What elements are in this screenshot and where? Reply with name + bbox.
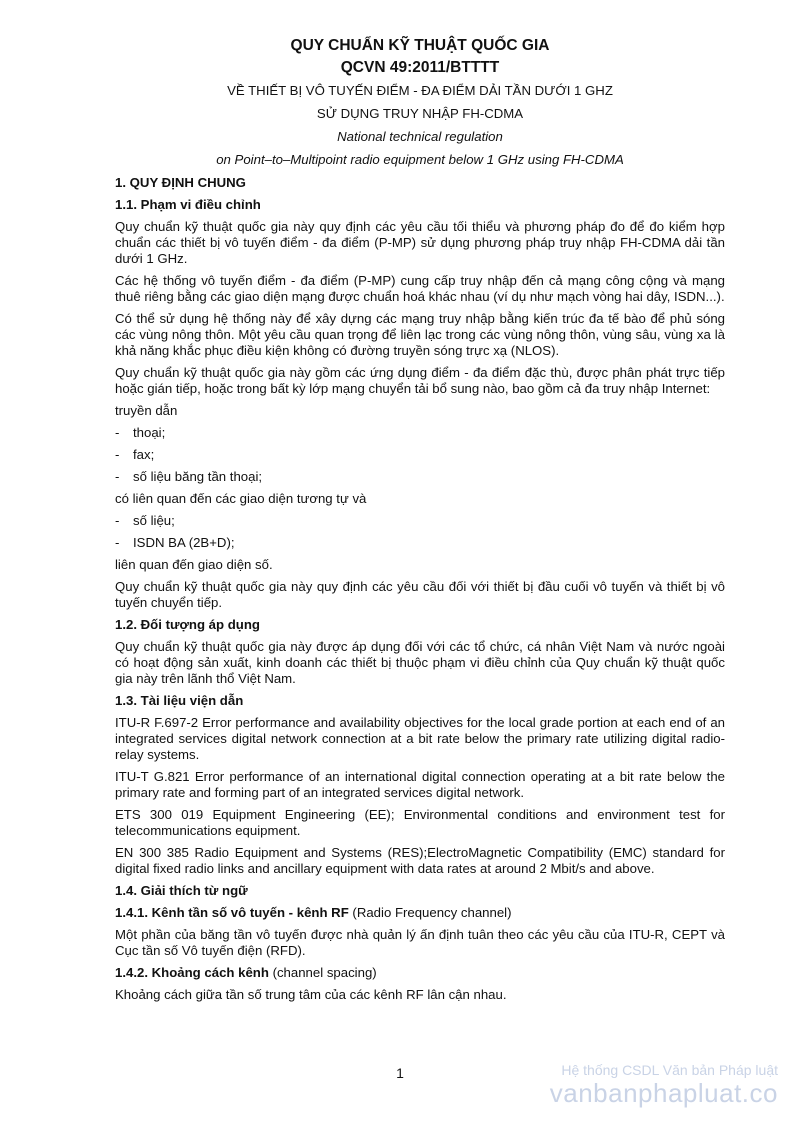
subsection-heading: 1.4.2. Khoảng cách kênh (channel spacing) (115, 965, 377, 980)
english-title-2: on Point–to–Multipoint radio equipment below 1 GHz using FH-CDMA (216, 152, 624, 167)
paragraph: Khoảng cách giữa tần số trung tâm của các kênh RF lân cận nhau. (115, 987, 507, 1002)
paragraph: liên quan đến giao diện số. (115, 557, 273, 572)
subsection-heading: 1.4.1. Kênh tần số vô tuyến - kênh RF (Radio Frequency channel) (115, 905, 512, 920)
list-item: - thoại; (115, 425, 166, 440)
paragraph: Một phần của băng tần vô tuyến được nhà quản lý ấn định tuân theo các yêu cầu của ITU-R, CEPT và Cục tần số Vô tuyến điện (RFD). (115, 927, 725, 958)
page-number: 1 (396, 1065, 404, 1081)
english-title-1: National technical regulation (337, 129, 503, 144)
section-heading: 1.4. Giải thích từ ngữ (115, 883, 248, 898)
document-subtitle-1: VỀ THIẾT BỊ VÔ TUYẾN ĐIỂM - ĐA ĐIỂM DẢI TẦN DƯỚI 1 GHZ (227, 83, 613, 98)
document-subtitle-2: SỬ DỤNG TRUY NHẬP FH-CDMA (316, 106, 524, 121)
paragraph: EN 300 385 Radio Equipment and Systems (RES);ElectroMagnetic Compatibility (EMC) standard for digital fixed radio links and ancillary equipment with data rates at around 2 Mbit/s and above. (115, 845, 725, 876)
paragraph: Các hệ thống vô tuyến điểm - đa điểm (P-MP) cung cấp truy nhập đến cả mạng công cộng và mạng thuê riêng bằng các giao diện mạng được chuẩn hoá khác nhau (ví dụ như mạch vòng hai dây, ISDN...). (115, 273, 725, 304)
paragraph: Quy chuẩn kỹ thuật quốc gia này gồm các ứng dụng điểm - đa điểm đặc thù, được phân phát trực tiếp hoặc gián tiếp, hoặc trong bất kỳ lớp mạng chuyển tải bổ sung nào, bao gồm cả đa truy nhập Internet: (115, 365, 725, 396)
paragraph: ITU-R F.697-2 Error performance and availability objectives for the local grade portion at each end of an integrated services digital network connection at a bit rate below the primary rate utilizing digital radio-relay systems. (115, 715, 725, 762)
section-heading: 1.2. Đối tượng áp dụng (115, 617, 260, 632)
paragraph: có liên quan đến các giao diện tương tự và (115, 491, 367, 506)
paragraph: ETS 300 019 Equipment Engineering (EE); Environmental conditions and environment test for telecommunications equipment. (115, 807, 725, 838)
list-item: - fax; (115, 447, 155, 462)
paragraph: Quy chuẩn kỹ thuật quốc gia này được áp dụng đối với các tổ chức, cá nhân Việt Nam và nước ngoài có hoạt động sản xuất, kinh doanh các thiết bị thuộc phạm vi điều chỉnh của Quy chuẩn kỹ thuật quốc gia này trên lãnh thổ Việt Nam. (115, 639, 725, 686)
section-heading: 1.3. Tài liệu viện dẫn (115, 693, 244, 708)
watermark-logo: vanbanphapluat.co (549, 1078, 778, 1108)
paragraph: Quy chuẩn kỹ thuật quốc gia này quy định các yêu cầu đối với thiết bị đầu cuối vô tuyến và thiết bị vô tuyến chuyển tiếp. (115, 579, 725, 610)
list-item: - số liệu băng tần thoại; (115, 469, 263, 484)
document-code: QCVN 49:2011/BTTTT (340, 59, 500, 76)
watermark-text: Hệ thống CSDL Văn bản Pháp luật (561, 1062, 778, 1078)
section-heading: 1.1. Phạm vi điều chỉnh (115, 197, 261, 212)
paragraph: ITU-T G.821 Error performance of an international digital connection operating at a bit rate below the primary rate and forming part of an integrated services digital network. (115, 769, 725, 800)
section-heading: 1. QUY ĐỊNH CHUNG (115, 175, 246, 190)
document-page (115, 34, 725, 1009)
paragraph: truyền dẫn (115, 403, 178, 418)
paragraph: Quy chuẩn kỹ thuật quốc gia này quy định các yêu cầu tối thiểu và phương pháp đo để đo kiểm hợp chuẩn các thiết bị vô tuyến điểm - đa điểm (P-MP) sử dụng phương pháp truy nhập FH-CDMA dải tần dưới 1 GHz. (115, 219, 725, 266)
paragraph: Có thể sử dụng hệ thống này để xây dựng các mạng truy nhập bằng kiến trúc đa tế bào để phủ sóng các vùng nông thôn. Một yêu cầu quan trọng để liên lạc trong các vùng nông thôn, vùng sâu, vùng xa là khả năng khắc phục điều kiện không có đường truyền sóng trực xạ (NLOS). (115, 311, 725, 358)
list-item: - số liệu; (115, 513, 175, 528)
list-item: - ISDN BA (2B+D); (115, 535, 235, 550)
document-title: QUY CHUẨN KỸ THUẬT QUỐC GIA (290, 37, 550, 54)
